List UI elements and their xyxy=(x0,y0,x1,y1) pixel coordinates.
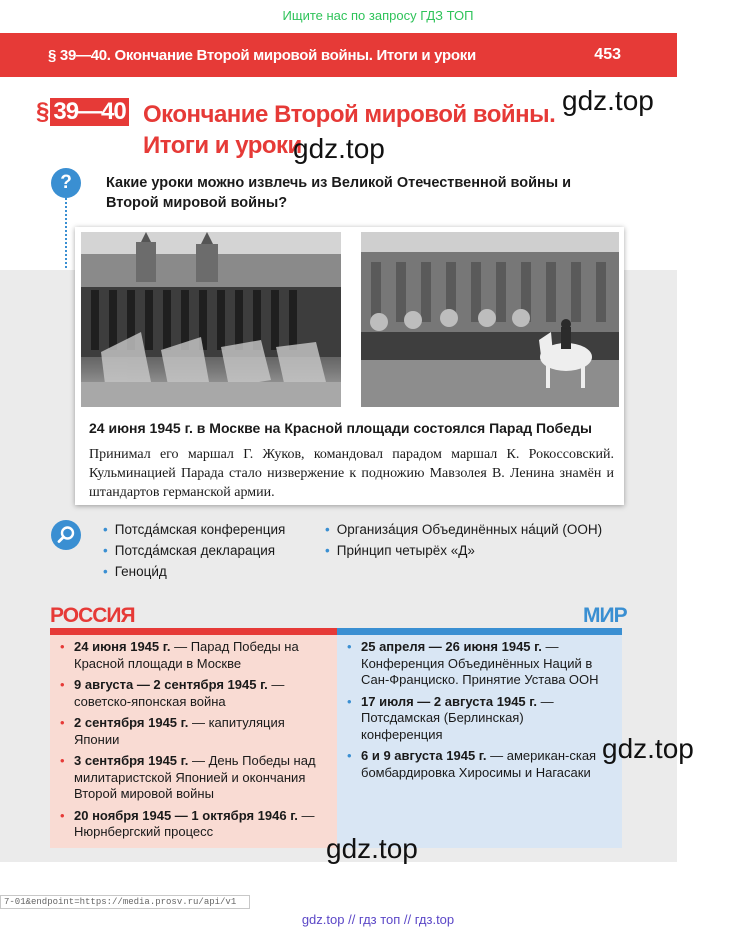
timeline-event xyxy=(337,694,599,744)
timeline-event xyxy=(50,753,332,803)
russia-heading: РОССИЯ xyxy=(50,604,135,627)
timeline-event xyxy=(337,639,599,689)
event-date: 25 апреля — 26 июня 1945 г. xyxy=(361,639,542,654)
section-title-line2: Итоги и уроки xyxy=(143,132,302,159)
photo-caption-text: Принимал его маршал Г. Жуков, командовал парадом маршал К. Рокоссовский. Кульминацией Парада стало низвержение к подножию Мавзолея В. Ленина знамён и штандартов германской армии. xyxy=(89,447,614,500)
watermark: gdz.top xyxy=(602,733,694,764)
world-heading: МИР xyxy=(583,604,627,627)
russia-bar xyxy=(50,628,337,635)
watermark: gdz.top xyxy=(326,833,418,864)
timeline-event xyxy=(50,715,332,748)
section-title-line1: Окончание Второй мировой войны. xyxy=(143,101,556,128)
event-text: — Нюрнбергский процесс xyxy=(74,807,315,839)
event-text: — советско-японская война xyxy=(74,677,285,709)
key-terms-right xyxy=(325,522,602,564)
section-number xyxy=(36,98,129,126)
world-timeline xyxy=(337,635,622,848)
footer-links[interactable]: gdz.top // гдз топ // гдз.top xyxy=(301,912,455,927)
parade-photo-horseman xyxy=(361,232,619,407)
russia-timeline xyxy=(50,635,337,848)
timeline-event xyxy=(50,808,332,841)
page-header xyxy=(0,33,677,77)
term-item: • Потсда́мская конференция xyxy=(103,522,285,537)
timeline-event xyxy=(50,639,332,672)
section-sign: § xyxy=(36,98,49,125)
event-date: 17 июля — 2 августа 1945 г. xyxy=(361,693,537,709)
watermark: gdz.top xyxy=(293,133,385,164)
question-icon: ? xyxy=(51,168,81,198)
lesson-question: Какие уроки можно извлечь из Великой Отечественной войны и Второй мировой войны? xyxy=(106,175,572,211)
key-terms-left xyxy=(103,522,285,585)
event-text: — американ-ская бомбардировка Хиросимы и Нагасаки xyxy=(361,748,597,780)
event-date: 24 июня 1945 г. xyxy=(74,639,171,654)
event-text: — Конференция Объединённых Наций в Сан-Франциско. Принятие Устава ООН xyxy=(361,639,599,687)
header-title: § 39—40. Окончание Второй мировой войны. Итоги и уроки xyxy=(48,47,476,64)
term-item: • Организа́ция Объединённых на́ций (ООН) xyxy=(325,522,602,537)
section-number-box: 39—40 xyxy=(50,98,128,126)
magnifier-icon xyxy=(51,520,81,550)
event-date: 2 сентября 1945 г. xyxy=(74,715,189,730)
event-date: 6 и 9 августа 1945 г. xyxy=(361,748,487,763)
watermark: gdz.top xyxy=(562,85,654,116)
event-text: — День Победы над милитаристской Японией и окончания Второй мировой войны xyxy=(74,753,316,801)
world-bar xyxy=(337,628,622,635)
term-item: • Геноци́д xyxy=(103,564,285,579)
timeline-event xyxy=(337,748,599,781)
event-text: — Парад Победы на Красной площади в Москве xyxy=(74,639,299,671)
term-item: • Потсда́мская декларация xyxy=(103,543,285,558)
page-number: 453 xyxy=(594,46,621,63)
event-date: 20 ноября 1945 — 1 октября 1946 г. xyxy=(74,807,298,823)
event-text: — Потсдамская (Берлинская) конференция xyxy=(361,693,554,742)
event-text: — капитуляция Японии xyxy=(74,715,285,747)
parade-photo-banners xyxy=(81,232,341,407)
event-date: 3 сентября 1945 г. xyxy=(74,753,189,768)
event-date: 9 августа — 2 сентября 1945 г. xyxy=(74,677,268,692)
timeline-event xyxy=(50,677,332,710)
photo-caption-title: 24 июня 1945 г. в Москве на Красной площади состоялся Парад Победы xyxy=(89,420,592,436)
top-search-link[interactable]: Ищите нас по запросу ГДЗ ТОП xyxy=(282,8,474,23)
photo-card xyxy=(75,227,624,505)
term-item: • При́нцип четырёх «Д» xyxy=(325,543,602,558)
url-fragment: 7-01&endpoint=https://media.prosv.ru/api/v1 xyxy=(0,895,250,909)
